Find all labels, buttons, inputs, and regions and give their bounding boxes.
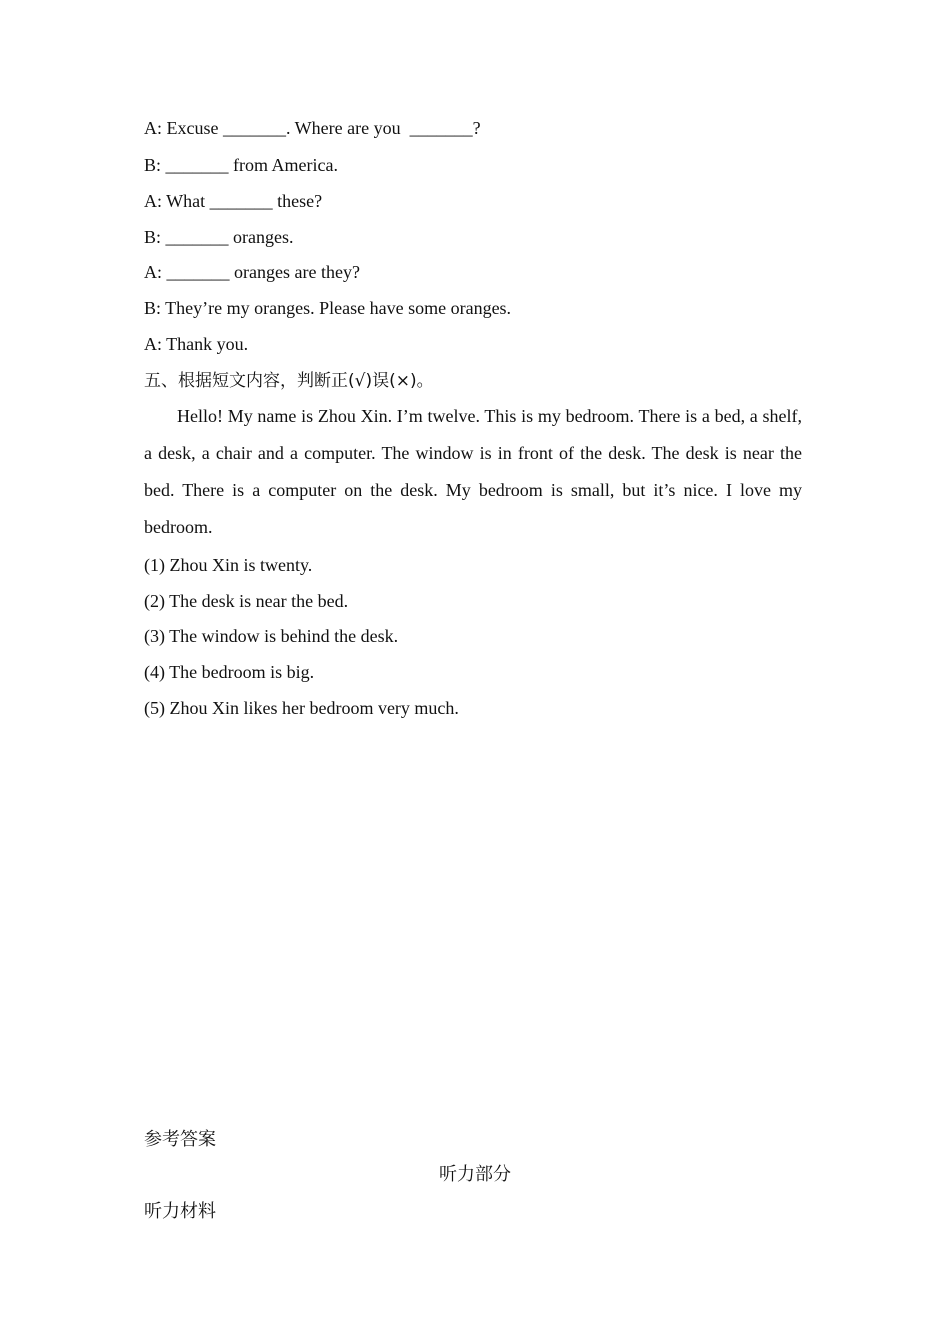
dialogue-line: A: Thank you.	[144, 334, 249, 354]
dialogue-line: A: What _______ these?	[144, 191, 323, 211]
listening-part-heading: 听力部分	[439, 1164, 511, 1185]
dialogue-line: A: Excuse _______. Where are you _______?	[144, 118, 481, 138]
reading-passage: Hello! My name is Zhou Xin. I’m twelve. This is my bedroom. There is a bed, a shelf, a desk, a chair and a computer. The window is in front of the desk. The desk is near the bed. There is a computer on the desk. My bedroom is small, but it’s nice. I love my bedroom.	[144, 406, 802, 537]
dialogue-line: B: They’re my oranges. Please have some oranges.	[144, 298, 512, 318]
answers-title: 参考答案	[144, 1129, 216, 1150]
dialogue-line: A: _______ oranges are they?	[144, 262, 360, 282]
dialogue-line: B: _______ from America.	[144, 155, 338, 175]
dialogue-line: B: _______ oranges.	[144, 227, 294, 247]
listening-material-heading: 听力材料	[144, 1201, 216, 1222]
question-item: (5) Zhou Xin likes her bedroom very much.	[144, 698, 459, 718]
question-item: (1) Zhou Xin is twenty.	[144, 555, 313, 575]
section-heading: 五、根据短文内容，判断正(√)误(×)。	[144, 371, 434, 391]
question-item: (4) The bedroom is big.	[144, 662, 315, 682]
question-item: (2) The desk is near the bed.	[144, 591, 349, 611]
question-item: (3) The window is behind the desk.	[144, 626, 399, 646]
